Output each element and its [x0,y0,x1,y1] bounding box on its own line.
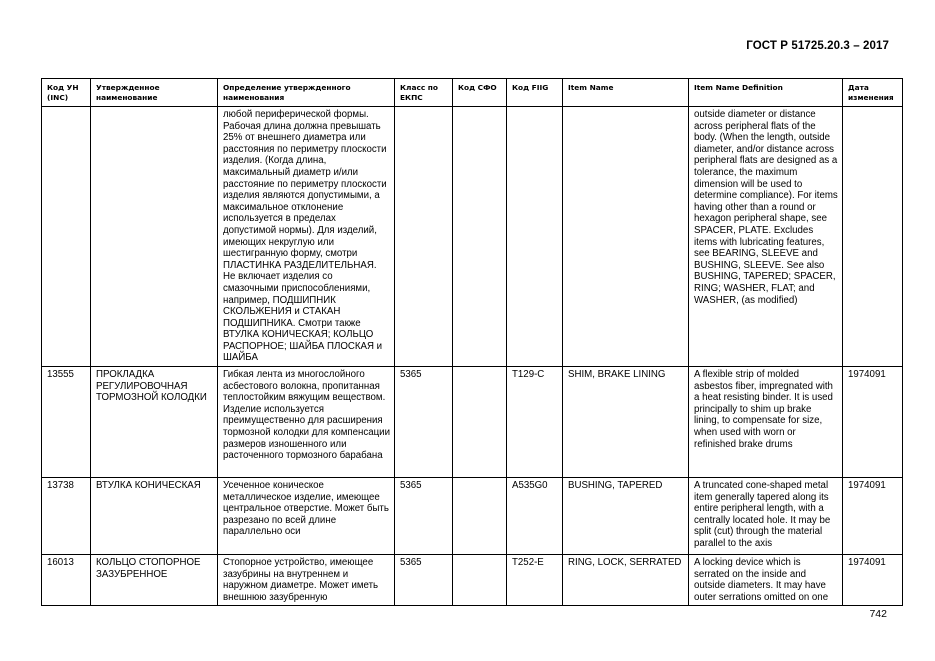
cell-definition-en: A flexible strip of molded asbestos fiber, impregnated with a heat resisting binder. It is used principally to shim up brake lining, to compensate for size, when used with worn or refinished brake drums [689,367,843,478]
cell-date [843,107,903,367]
col-header-definition-ru: Определение утвержденного наименования [218,79,395,107]
cell-name-ru [91,107,218,367]
cell-date: 1974091 [843,555,903,606]
cell-sfo [453,478,507,555]
col-header-item-name: Item Name [563,79,689,107]
cell-date: 1974091 [843,367,903,478]
table-row [42,478,903,555]
cell-sfo [453,367,507,478]
cell-fiig: T252-E [507,555,563,606]
cell-name-ru: ВТУЛКА КОНИЧЕСКАЯ [91,478,218,555]
cell-class: 5365 [395,367,453,478]
col-header-date: Дата изменения [843,79,903,107]
cell-sfo [453,555,507,606]
cell-definition-ru: любой периферической формы. Рабочая длина должна превышать 25% от внешнего диаметра или расстояния по периметру плоскости изделия. (Когда длина, максимальный диаметр и/или расстояние по периметру плоскости изделия являются допустимыми, а максимальное отклонение используется в пределах допустимой нормы). Для изделий, имеющих некруглую или шестигранную форму, смотри ПЛАСТИНКА РАЗДЕЛИТЕЛЬНАЯ. Не включает изделия со смазочными приспособлениями, например, ПОДШИПНИК СКОЛЬЖЕНИЯ и СТАКАН ПОДШИПНИКА. Смотри также ВТУЛКА КОНИЧЕСКАЯ; КОЛЬЦО РАСПОРНОЕ; ШАЙБА ПЛОСКАЯ и ШАЙБА [218,107,395,367]
table-header-row [42,79,903,107]
cell-item-name: BUSHING, TAPERED [563,478,689,555]
cell-name-ru: КОЛЬЦО СТОПОРНОЕ ЗАЗУБРЕННОЕ [91,555,218,606]
cell-sfo [453,107,507,367]
table-row [42,107,903,367]
cell-fiig: A535G0 [507,478,563,555]
col-header-definition-en: Item Name Definition [689,79,843,107]
table-row [42,367,903,478]
cell-item-name: SHIM, BRAKE LINING [563,367,689,478]
cell-name-ru: ПРОКЛАДКА РЕГУЛИРОВОЧНАЯ ТОРМОЗНОЙ КОЛОДКИ [91,367,218,478]
page-number: 742 [869,608,887,620]
cell-date: 1974091 [843,478,903,555]
col-header-fiig: Код FIIG [507,79,563,107]
cell-inc: 13738 [42,478,91,555]
cell-definition-ru: Гибкая лента из многослойного асбестового волокна, пропитанная теплостойким вяжущим веществом. Изделие используется преимущественно для расширения тормозной колодки для компенсации размеров изношенного или расточенного тормозного барабана [218,367,395,478]
document-code: ГОСТ Р 51725.20.3 – 2017 [746,40,889,52]
table-row [42,555,903,606]
cell-inc [42,107,91,367]
cell-item-name [563,107,689,367]
cell-item-name: RING, LOCK, SERRATED [563,555,689,606]
cell-class: 5365 [395,555,453,606]
cell-class [395,107,453,367]
cell-definition-en: A truncated cone-shaped metal item generally tapered along its entire peripheral length, with a centrally located hole. It may be split (cut) through the material parallel to the axis [689,478,843,555]
cell-definition-ru: Усеченное коническое металлическое изделие, имеющее центральное отверстие. Может быть разрезано по всей длине параллельно оси [218,478,395,555]
cell-class: 5365 [395,478,453,555]
cell-inc: 13555 [42,367,91,478]
cell-inc: 16013 [42,555,91,606]
col-header-sfo: Код СФО [453,79,507,107]
col-header-class: Класс по ЕКПС [395,79,453,107]
cell-definition-ru: Стопорное устройство, имеющее зазубрины на внутреннем и наружном диаметре. Может иметь внешнюю зазубренную [218,555,395,606]
col-header-name-ru: Утвержденное наименование [91,79,218,107]
cell-fiig: T129-C [507,367,563,478]
catalog-table [41,78,903,606]
cell-definition-en: A locking device which is serrated on the inside and outside diameters. It may have outer serrations omitted on one [689,555,843,606]
cell-definition-en: outside diameter or distance across peripheral flats of the body. (When the length, outside diameter, and/or distance across peripheral flats are designed as a tolerance, the maximum dimension will be used to determine compliance). For items having other than a round or hexagon peripheral shape, see SPACER, PLATE. Excludes items with lubricating features, see BEARING, SLEEVE and BUSHING, SLEEVE. See also BUSHING, TAPERED; SPACER, RING; WASHER, FLAT; and WASHER, (as modified) [689,107,843,367]
cell-fiig [507,107,563,367]
col-header-inc: Код УН (INC) [42,79,91,107]
